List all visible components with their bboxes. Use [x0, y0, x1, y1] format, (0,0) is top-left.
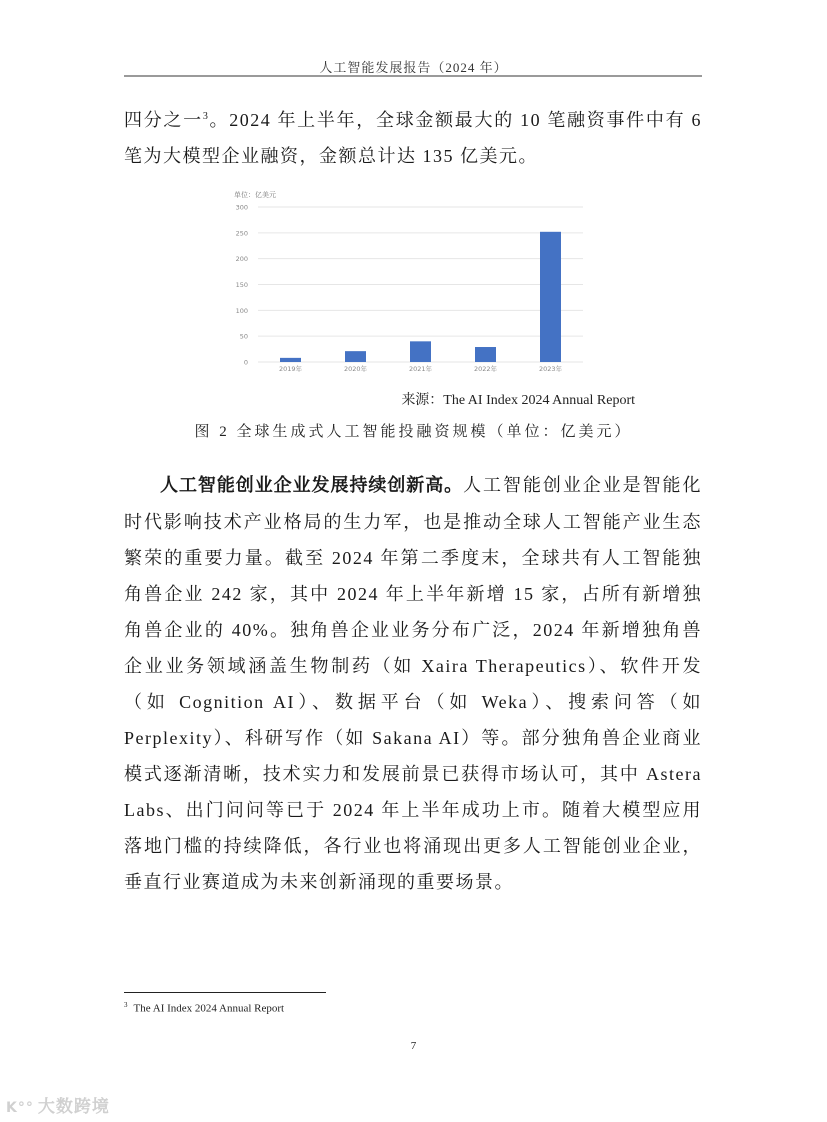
- y-tick-label: 100: [235, 306, 248, 315]
- bar: [475, 347, 496, 362]
- paragraph-intro: [124, 102, 702, 174]
- bar: [410, 341, 431, 362]
- x-tick-label: 2019年: [278, 365, 303, 373]
- bar: [540, 232, 561, 362]
- watermark: [6, 1092, 110, 1117]
- bar: [280, 358, 301, 362]
- paragraph-intro-text-a: 四分之一: [124, 110, 203, 130]
- x-tick-label: 2020年: [343, 365, 368, 373]
- figure-caption: 图 2 全球生成式人工智能投融资规模（单位：亿美元）: [194, 424, 633, 440]
- header-divider: [124, 75, 702, 77]
- paragraph-startups: [124, 467, 702, 900]
- paragraph-lead-heading: 人工智能创业企业发展持续创新高。: [160, 475, 464, 496]
- watermark-logo-icon: K°°: [6, 1100, 34, 1116]
- footnote: [124, 1001, 284, 1015]
- x-tick-label: 2021年: [408, 365, 433, 373]
- y-tick-label: 0: [243, 358, 248, 367]
- footnote-reference[interactable]: 3: [202, 111, 210, 122]
- footnote-divider: [124, 992, 326, 993]
- paragraph-startups-body: 人工智能创业企业是智能化时代影响技术产业格局的生力军，也是推动全球人工智能产业生态繁荣的重要力量。截至 2024 年第二季度末，全球共有人工智能独角兽企业 242 家，其中 2024 年上半年新增 15 家，占所有新增独角兽企业的 40%。独角兽企业业务分布广泛，2024 年新增独角兽企业业务领域涵盖生物制药（如 Xaira Therapeutics）、软件开发（如 Cognition AI）、数据平台（如 Weka）、搜索问答（如 Perplexity）、科研写作（如 Sakana AI）等。部分独角兽企业商业模式逐渐清晰，技术实力和发展前景已获得市场认可，其中 Astera Labs、出门问问等已于 2024 年上半年成功上市。随着大模型应用落地门槛的持续降低，各行业也将涌现出更多人工智能创业企业，垂直行业赛道成为未来创新涌现的重要场景。: [124, 475, 702, 892]
- y-tick-label: 250: [235, 229, 248, 238]
- paragraph-intro-text-b: 。2024 年上半年，全球金额最大的 10 笔融资事件中有 6 笔为大模型企业融资，金额总计达 135 亿美元。: [124, 110, 702, 166]
- bar-chart: [228, 188, 598, 378]
- bar-chart-canvas: [228, 188, 598, 378]
- running-header-title: 人工智能发展报告（2024 年）: [319, 60, 508, 75]
- footnote-text: The AI Index 2024 Annual Report: [133, 1002, 285, 1015]
- bar: [345, 351, 366, 362]
- y-tick-label: 50: [239, 332, 248, 341]
- footnote-mark: 3: [124, 1001, 128, 1009]
- watermark-text: 大数跨境: [37, 1097, 110, 1117]
- y-tick-label: 300: [235, 203, 248, 212]
- y-tick-label: 200: [235, 255, 248, 264]
- x-tick-label: 2022年: [473, 365, 498, 373]
- page-number: 7: [410, 1040, 417, 1052]
- figure-source: 来源：The AI Index 2024 Annual Report: [401, 393, 635, 408]
- chart-unit-label: 单位：亿美元: [234, 191, 276, 199]
- y-tick-label: 150: [235, 281, 248, 289]
- x-tick-label: 2023年: [538, 365, 563, 373]
